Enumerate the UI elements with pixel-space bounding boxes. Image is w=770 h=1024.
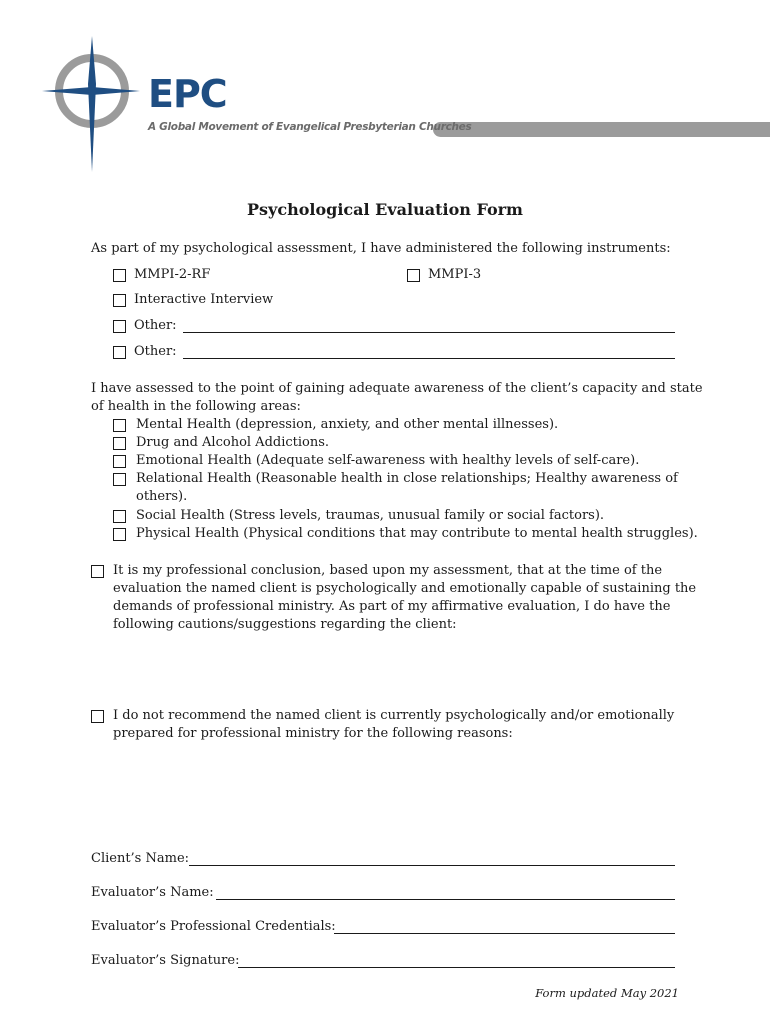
drug-alcohol-label: Drug and Alcohol Addictions. [136, 435, 330, 450]
areas-intro-line-2: of health in the following areas: [91, 399, 301, 414]
signature-label: Evaluator’s Signature: [91, 953, 240, 968]
affirm-text-line-2: evaluation the named client is psychologically and emotionally capable of sustaining the [113, 581, 697, 596]
evaluator-name-field[interactable] [216, 899, 675, 900]
mental-health-label: Mental Health (depression, anxiety, and other mental illnesses). [136, 417, 559, 432]
physical-health-checkbox[interactable] [113, 528, 126, 541]
social-health-checkbox[interactable] [113, 510, 126, 523]
mmpi-3-checkbox[interactable] [407, 269, 420, 282]
interactive-interview-checkbox[interactable] [113, 294, 126, 307]
emotional-health-checkbox[interactable] [113, 455, 126, 468]
other-2-label: Other: [134, 344, 177, 359]
relational-health-label-cont: others). [136, 489, 188, 504]
mmpi-3-label: MMPI-3 [428, 267, 482, 282]
signature-field[interactable] [238, 967, 675, 968]
physical-health-label: Physical Health (Physical conditions that may contribute to mental health struggles). [136, 526, 698, 541]
instruments-intro: As part of my psychological assessment, I have administered the following instruments: [91, 241, 671, 256]
affirm-text-line-1: It is my professional conclusion, based upon my assessment, that at the time of the [113, 563, 663, 578]
form-title: Psychological Evaluation Form [247, 200, 523, 219]
decline-text-line-1: I do not recommend the named client is currently psychologically and/or emotionally [113, 708, 675, 723]
form-updated-note: Form updated May 2021 [535, 986, 679, 1000]
other-1-field[interactable] [183, 332, 675, 333]
areas-intro-line-1: I have assessed to the point of gaining adequate awareness of the client’s capacity and state [91, 381, 703, 396]
mental-health-checkbox[interactable] [113, 419, 126, 432]
other-1-checkbox[interactable] [113, 320, 126, 333]
other-1-label: Other: [134, 318, 177, 333]
decline-checkbox[interactable] [91, 710, 104, 723]
credentials-label: Evaluator’s Professional Credentials: [91, 919, 336, 934]
affirm-text-line-4: following cautions/suggestions regarding the client: [113, 617, 457, 632]
brand-tagline: A Global Movement of Evangelical Presbyterian Churches [148, 121, 472, 133]
decline-text-line-2: prepared for professional ministry for the following reasons: [113, 726, 513, 741]
mmpi-2-rf-checkbox[interactable] [113, 269, 126, 282]
interactive-interview-label: Interactive Interview [134, 292, 274, 307]
mmpi-2-rf-label: MMPI-2-RF [134, 267, 211, 282]
client-name-field[interactable] [189, 865, 675, 866]
emotional-health-label: Emotional Health (Adequate self-awareness with healthy levels of self-care). [136, 453, 640, 468]
drug-alcohol-checkbox[interactable] [113, 437, 126, 450]
brand-bar [433, 122, 770, 137]
brand-name: EPC [148, 72, 227, 116]
relational-health-checkbox[interactable] [113, 473, 126, 486]
relational-health-label: Relational Health (Reasonable health in close relationships; Healthy awareness of [136, 471, 678, 486]
client-name-label: Client’s Name: [91, 851, 190, 866]
other-2-checkbox[interactable] [113, 346, 126, 359]
social-health-label: Social Health (Stress levels, traumas, unusual family or social factors). [136, 508, 605, 523]
credentials-field[interactable] [334, 933, 675, 934]
evaluator-name-label: Evaluator’s Name: [91, 885, 214, 900]
epc-logo-icon [40, 34, 440, 174]
affirm-text-line-3: demands of professional ministry. As part of my affirmative evaluation, I do have the [113, 599, 671, 614]
affirm-checkbox[interactable] [91, 565, 104, 578]
other-2-field[interactable] [183, 358, 675, 359]
